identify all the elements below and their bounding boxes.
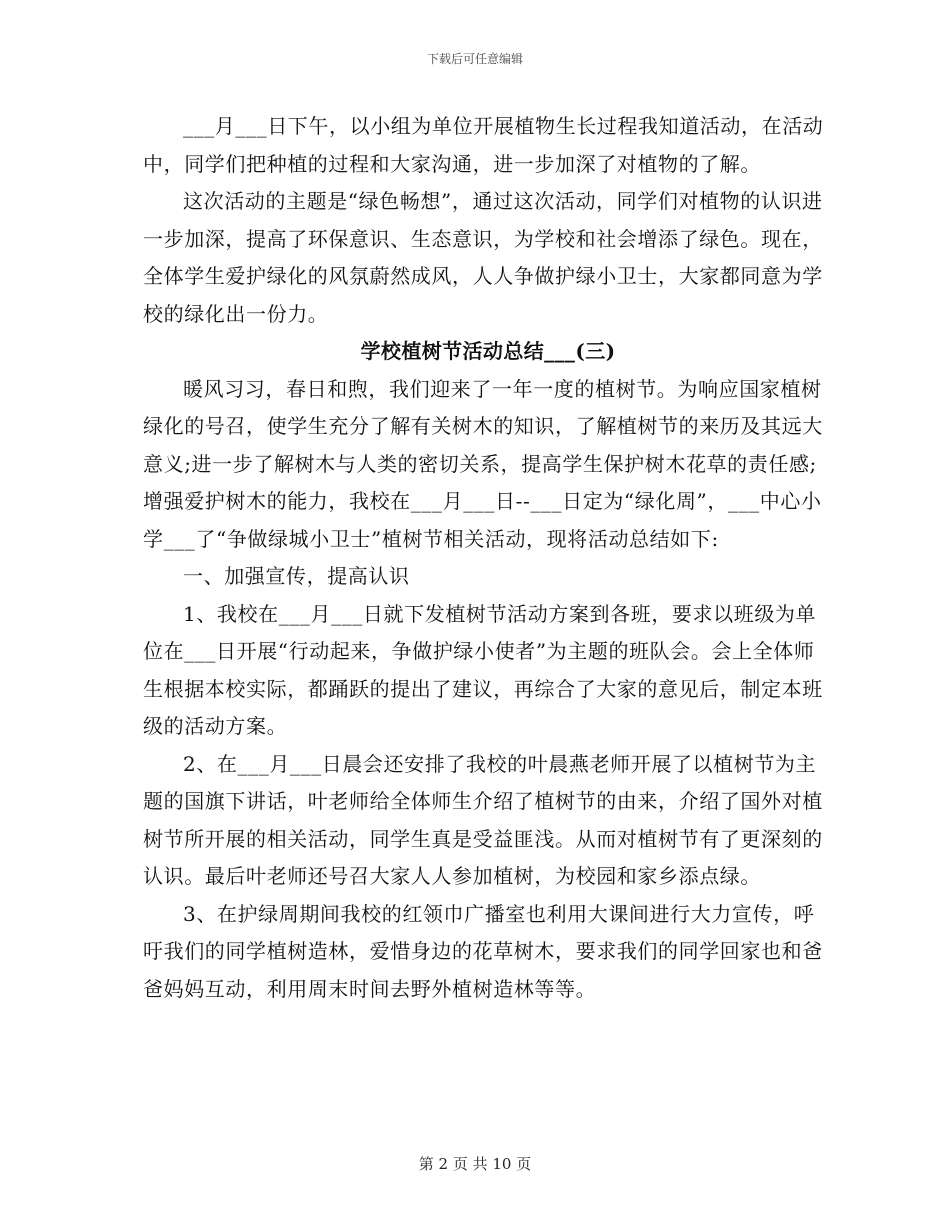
document-body: [143, 108, 833, 1008]
paragraph: 这次活动的主题是“绿色畅想”，通过这次活动，同学们对植物的认识进一步加深，提高了环保意识、生态意识，为学校和社会增添了绿色。现在，全体学生爱护绿化的风氛蔚然成风，人人争做护绿小卫士，大家都同意为学校的绿化出一份力。: [143, 189, 823, 326]
section-title: 学校植树节活动总结___(三): [360, 339, 616, 363]
paragraph: ___月___日下午，以小组为单位开展植物生长过程我知道活动，在活动中，同学们把种植的过程和大家沟通，进一步加深了对植物的了解。: [143, 114, 824, 176]
paragraph: 3、在护绿周期间我校的红领巾广播室也利用大课间进行大力宣传，呼吁我们的同学植树造林，爱惜身边的花草树木，要求我们的同学回家也和爸爸妈妈互动，利用周末时间去野外植树造林等等。: [143, 901, 823, 1001]
paragraph: 1、我校在___月___日就下发植树节活动方案到各班，要求以班级为单位在___日开展“行动起来，争做护绿小使者”为主题的班队会。会上全体师生根据本校实际，都踊跃的提出了建议，再综合了大家的意见后，制定本班级的活动方案。: [143, 601, 823, 738]
paragraph: 2、在___月___日晨会还安排了我校的叶晨燕老师开展了以植树节为主题的国旗下讲话，叶老师给全体师生介绍了植树节的由来，介绍了国外对植树节所开展的相关活动，同学生真是受益匪浅。从而对植树节有了更深刻的认识。最后叶老师还号召大家人人参加植树，为校园和家乡添点绿。: [143, 751, 823, 888]
page-header: 下载后可任意编辑: [426, 52, 523, 66]
section-heading: 一、加强宣传，提高认识: [183, 564, 410, 588]
page-footer: 第 2 页 共 10 页: [418, 1155, 532, 1173]
paragraph: 暖风习习，春日和煦，我们迎来了一年一度的植树节。为响应国家植树绿化的号召，使学生充分了解有关树木的知识，了解植树节的来历及其远大意义;进一步了解树木与人类的密切关系，提高学生保护树木花草的责任感;增强爱护树木的能力，我校在___月___日--___日定为“绿化周”，___中心小学___了“争做绿城小卫士”植树节相关活动，现将活动总结如下:: [143, 376, 823, 551]
